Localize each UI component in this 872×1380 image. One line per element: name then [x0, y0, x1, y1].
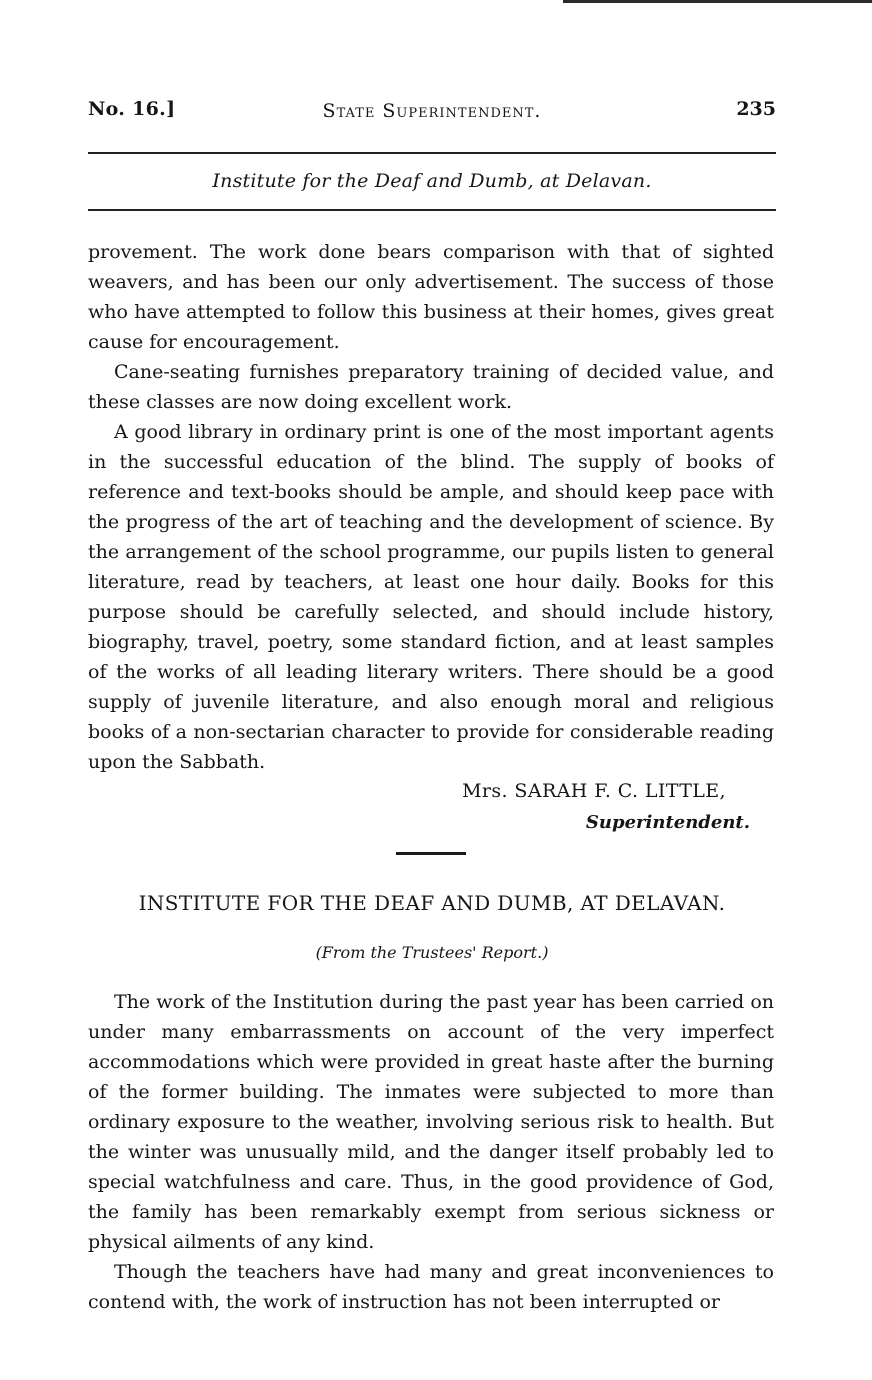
- running-title-rule: [88, 209, 776, 211]
- paragraph: Though the teachers have had many and great inconveniences to contend with, the work of instruction has not been interrupted or: [88, 1261, 774, 1313]
- signature-title: Superintendent.: [585, 812, 750, 833]
- page-number: 235: [736, 98, 776, 120]
- paragraph: provement. The work done bears comparison with that of sighted weavers, and has been our only advertisement. The success of those who have attempted to follow this business at their homes, gives great cause for encouragement.: [88, 241, 774, 353]
- signature-name: Mrs. SARAH F. C. LITTLE,: [462, 780, 726, 802]
- section-2-body: [88, 987, 774, 1317]
- paragraph: The work of the Institution during the past year has been carried on under many embarrassments on account of the very imperfect accommodations which were provided in great haste after the burning of the former building. The inmates were subjected to more than ordinary exposure to the weather, involving serious risk to health. But the winter was unusually mild, and the danger itself probably led to special watchfulness and care. Thus, in the good providence of God, the family has been remarkably exempt from serious sickness or physical ailments of any kind.: [88, 991, 774, 1253]
- section-heading: INSTITUTE FOR THE DEAF AND DUMB, AT DELAVAN.: [138, 891, 726, 915]
- source-note: (From the Trustees' Report.): [315, 943, 549, 962]
- section-1-body: [88, 237, 774, 777]
- page-edge-line: [563, 0, 872, 3]
- header-title: State Superintendent.: [322, 100, 542, 122]
- paragraph: Cane-seating furnishes preparatory training of decided value, and these classes are now doing excellent work.: [88, 361, 774, 413]
- header-rule: [88, 152, 776, 154]
- page-header: [88, 98, 776, 124]
- document-number: No. 16.]: [88, 98, 176, 120]
- paragraph: A good library in ordinary print is one of the most important agents in the successful education of the blind. The supply of books of reference and text-books should be ample, and should keep pace with the progress of the art of teaching and the development of science. By the arrangement of the school programme, our pupils listen to general literature, read by teachers, at least one hour daily. Books for this purpose should be carefully selected, and should include history, biography, travel, poetry, some standard fiction, and at least samples of the works of all leading literary writers. There should be a good supply of juvenile literature, and also enough moral and religious books of a non-sectarian character to provide for considerable reading upon the Sabbath.: [88, 421, 774, 773]
- running-title: Institute for the Deaf and Dumb, at Delavan.: [212, 170, 652, 192]
- section-divider: [396, 852, 466, 855]
